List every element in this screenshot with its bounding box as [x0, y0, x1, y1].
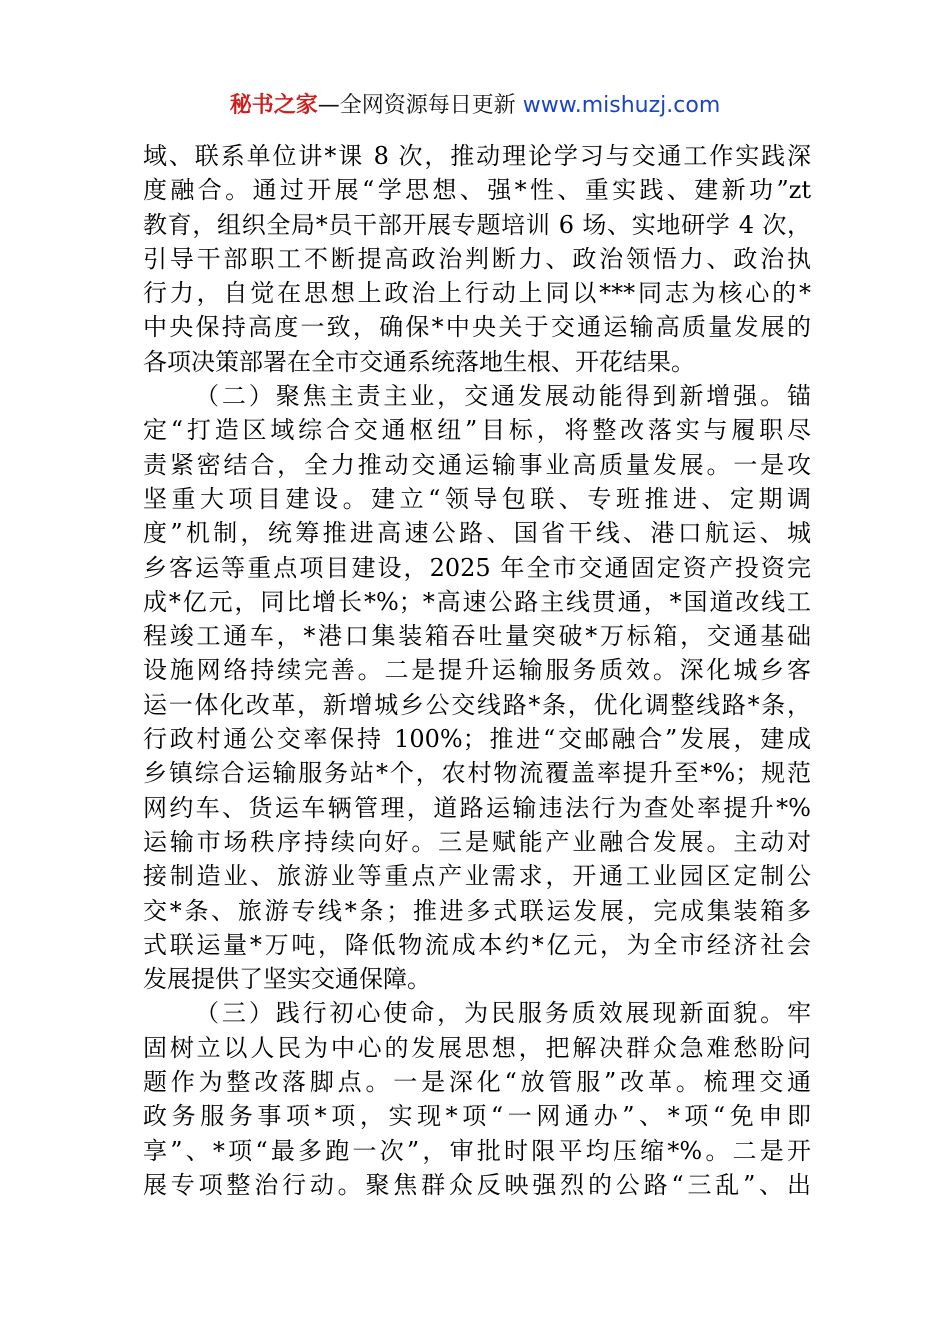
text-line: 成*亿元，同比增长*%；*高速公路主线贯通，*国道改线工: [143, 587, 811, 616]
text-line: 定“打造区域综合交通枢纽”目标，将整改落实与履职尽: [143, 416, 811, 445]
section-heading-line: （三）践行初心使命，为民服务质效展现新面貌。牢: [195, 999, 811, 1028]
text-line: 责紧密结合，全力推动交通运输事业高质量发展。一是攻: [143, 450, 811, 479]
text-line: 发展提供了坚实交通保障。: [143, 965, 431, 994]
text-line: 行力，自觉在思想上政治上行动上同以***同志为核心的*: [143, 279, 811, 308]
text-line: 享”、*项“最多跑一次”，审批时限平均压缩*%。二是开: [143, 1136, 811, 1165]
text-line: 程竣工通车，*港口集装箱吞吐量突破*万标箱，交通基础: [143, 622, 811, 651]
section-heading-line: （二）聚焦主责主业，交通发展动能得到新增强。锚: [195, 382, 811, 411]
text-line: 各项决策部署在全市交通系统落地生根、开花结果。: [143, 347, 695, 376]
text-line: 度融合。通过开展“学思想、强*性、重实践、建新功”zt: [143, 176, 811, 205]
document-body: [143, 139, 811, 1202]
text-line: 交*条、旅游专线*条；推进多式联运发展，完成集装箱多: [143, 896, 811, 925]
text-line: 设施网络持续完善。二是提升运输服务质效。深化城乡客: [143, 656, 811, 685]
text-line: 运一体化改革，新增城乡公交线路*条，优化调整线路*条，: [143, 690, 811, 719]
text-line: 引导干部职工不断提高政治判断力、政治领悟力、政治执: [143, 244, 811, 273]
text-line: 度”机制，统筹推进高速公路、国省干线、港口航运、城: [143, 519, 811, 548]
header-tagline: —全网资源每日更新: [317, 93, 523, 118]
brand-name: 秘书之家: [229, 93, 318, 118]
text-line: 中央保持高度一致，确保*中央关于交通运输高质量发展的: [143, 313, 811, 342]
text-line: 乡客运等重点项目建设，2025 年全市交通固定资产投资完: [143, 553, 811, 582]
text-line: 教育，组织全局*员干部开展专题培训 6 场、实地研学 4 次，: [143, 210, 811, 239]
text-line: 式联运量*万吨，降低物流成本约*亿元，为全市经济社会: [143, 930, 811, 959]
text-line: 运输市场秩序持续向好。三是赋能产业融合发展。主动对: [143, 827, 811, 856]
text-line: 行政村通公交率保持 100%；推进“交邮融合”发展，建成: [143, 725, 811, 754]
text-line: 接制造业、旅游业等重点产业需求，开通工业园区定制公: [143, 862, 811, 891]
text-line: 题作为整改落脚点。一是深化“放管服”改革。梳理交通: [143, 1068, 811, 1097]
text-line: 坚重大项目建设。建立“领导包联、专班推进、定期调: [143, 484, 811, 513]
text-line: 政务服务事项*项，实现*项“一网通办”、*项“免申即: [143, 1102, 811, 1131]
text-line: 域、联系单位讲*课 8 次，推动理论学习与交通工作实践深: [143, 142, 811, 170]
site-url-link[interactable]: www.mishuzj.com: [522, 93, 721, 118]
text-line: 乡镇综合运输服务站*个，农村物流覆盖率提升至*%；规范: [143, 759, 811, 788]
text-line: 展专项整治行动。聚焦群众反映强烈的公路“三乱”、出: [143, 1170, 811, 1199]
site-header: [0, 89, 950, 123]
text-line: 固树立以人民为中心的发展思想，把解决群众急难愁盼问: [143, 1033, 811, 1062]
text-line: 网约车、货运车辆管理，道路运输违法行为查处率提升*%: [143, 793, 811, 822]
